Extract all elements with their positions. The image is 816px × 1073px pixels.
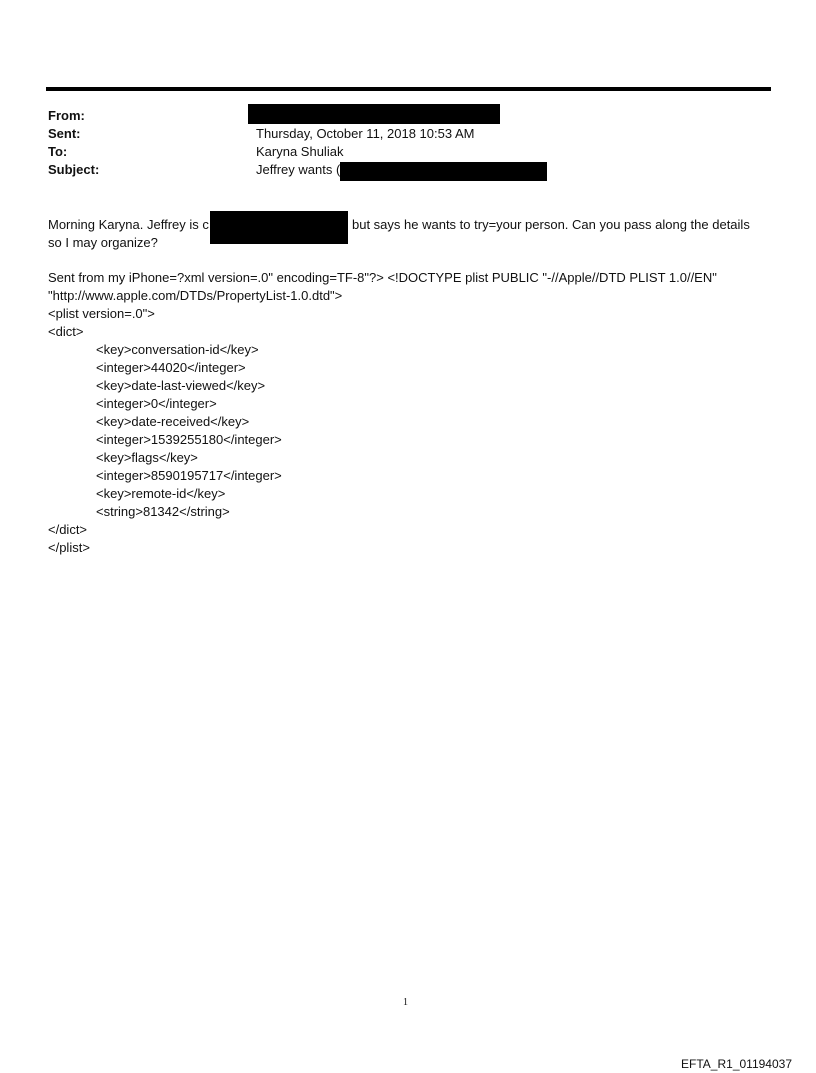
plist-line: <key>remote-id</key> bbox=[96, 486, 226, 501]
plist-line: <integer>44020</integer> bbox=[96, 360, 246, 375]
to-label: To: bbox=[48, 144, 68, 159]
subject-value: Jeffrey wants ( bbox=[256, 162, 341, 177]
header-rule bbox=[46, 87, 771, 91]
plist-line: <integer>1539255180</integer> bbox=[96, 432, 282, 447]
plist-open: <plist version=.0"> bbox=[48, 306, 155, 321]
redaction-body bbox=[210, 211, 348, 244]
document-id: EFTA_R1_01194037 bbox=[681, 1057, 792, 1071]
dict-open: <dict> bbox=[48, 324, 84, 339]
dtd-line: "http://www.apple.com/DTDs/PropertyList-1.0.dtd"> bbox=[48, 288, 343, 303]
body-line-2: so I may organize? bbox=[48, 235, 158, 250]
plist-close: </plist> bbox=[48, 540, 90, 555]
plist-line: <integer>0</integer> bbox=[96, 396, 217, 411]
plist-line: <key>date-received</key> bbox=[96, 414, 250, 429]
plist-line: <key>date-last-viewed</key> bbox=[96, 378, 266, 393]
body-line-1b: but says he wants to try=your person. Can you pass along the details bbox=[352, 217, 750, 232]
sent-from-line: Sent from my iPhone=?xml version=.0" encoding=TF-8"?> <!DOCTYPE plist PUBLIC "-//Apple//DTD PLIST 1.0//EN" bbox=[48, 270, 717, 285]
to-value: Karyna Shuliak bbox=[256, 144, 344, 159]
subject-label: Subject: bbox=[48, 162, 100, 177]
plist-line: <string>81342</string> bbox=[96, 504, 230, 519]
plist-line: <key>conversation-id</key> bbox=[96, 342, 259, 357]
body-line-1a: Morning Karyna. Jeffrey is c bbox=[48, 217, 209, 232]
page-number: 1 bbox=[403, 997, 408, 1008]
plist-line: <integer>8590195717</integer> bbox=[96, 468, 282, 483]
dict-close: </dict> bbox=[48, 522, 88, 537]
from-label: From: bbox=[48, 108, 85, 123]
plist-line: <key>flags</key> bbox=[96, 450, 198, 465]
sent-value: Thursday, October 11, 2018 10:53 AM bbox=[256, 126, 475, 141]
redaction-subject bbox=[340, 162, 547, 181]
sent-label: Sent: bbox=[48, 126, 81, 141]
redaction-from bbox=[248, 104, 500, 124]
